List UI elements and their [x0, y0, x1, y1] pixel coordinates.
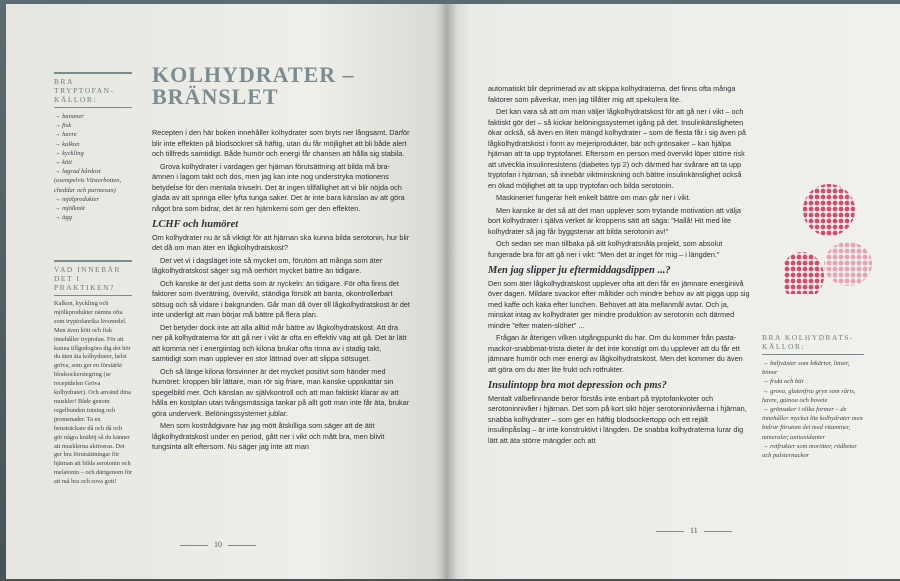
- paragraph: Om kolhydrater nu är så viktigt för att hjärnan ska kunna bilda serotonin, hur blir det då om man äter en lågkolhydratskost?: [152, 232, 410, 252]
- subheading-insulin: Insulintopp bra mot depression och pms?: [488, 380, 667, 391]
- sidebar-in-practice: [54, 260, 132, 487]
- left-body-text: [152, 128, 410, 455]
- heading-line-2: BRÄNSLET: [152, 84, 279, 109]
- paragraph: Och kanske är det just detta som är nyckeln: än tidigare. För ofta finns det faktorer som överätning, övervikt, ständiga försök att banta, okontrollerbart sötsug och så vidare i bakgrunden. Går man då över till lågkolhydratskost är det inte underligt att man börjar må bättre på flera plan.: [152, 278, 410, 319]
- sidebar-title: VAD INNEBÄR DET I PRAKTIKEN?: [54, 262, 132, 296]
- raspberry-icon: [784, 252, 824, 294]
- paragraph: Recepten i den här boken innehåller kolhydrater som bryts ner långsamt. Därför blir inte effekten på blodsockret så häftig, utan du får möjlighet att bli både alert och tillfreds samtidigt. Både humör och energi får chansen att hålla sig stabila.: [152, 128, 410, 158]
- paragraph: Det kan vara så att om man väljer lågkolhydratskost för att gå ner i vikt – och faktiskt gör det – så kickar belöningssystemet igång på det. Insulinkänsligheten ökar också, så även en liten mängd kolhydrater – som de flesta får i sig även på lågkolhydratskost i form av mejeriprodukter, bär och grönsaker – kan hjälpa hjärnan att ta upp tryptofanet. Eftersom en person med övervikt löper större risk att utveckla insulinresistens (diabetes typ 2) och därmed har svårare att ta upp tryptofan i hjärnan, så innebär viktminskning och bättre insulinkänslighet också en ökad möjlighet att ta upp tryptofan och bilda serotonin.: [488, 107, 746, 190]
- list-item: → grönsaker i olika former – de innehåller mycket lite kolhydrater men bidrar förutom det med vitaminer, mineraler, antioxidanter: [762, 405, 864, 442]
- page-number-right: 11: [650, 526, 738, 535]
- list-item: → rotfrukter som morötter, rödbetor och palsternackor: [762, 442, 864, 460]
- paragraph: Men kanske är det så att det man upplever som trytande motivation att välja bort kolhydrater i själva verket är kroppens sätt att säga: "Hallå! Hit med lite kolhydrater så jag får byggstenar att bilda serotonin av!": [488, 205, 741, 236]
- list-item: → kalkon: [54, 140, 132, 149]
- paragraph: Den som äter lågkolhydratskost upplever ofta att den får en jämnare energinivå över dagen. Mildare svackor efter måltider och mindre behov av att pigga upp sig med kaffe och kaka efter lunchen. Behovet att äta mellanmål avtar. Och ja, minskat intag av kolhydrater ger mindre produktion av serotonin och därmed mindre "efter maten-slöhet" ...: [488, 278, 750, 330]
- list-item: → bananer: [54, 112, 132, 121]
- page-number-left: 10: [174, 540, 262, 549]
- sidebar-tryptophan-sources: [54, 72, 132, 222]
- tryptophan-list: [54, 112, 132, 222]
- sidebar-title: BRA KOLHYDRATS-KÄLLOR:: [762, 330, 864, 355]
- list-item: → fisk: [54, 121, 132, 130]
- paragraph: Maskineriet fungerar helt enkelt bättre om man går ner i vikt.: [496, 193, 691, 202]
- list-item: → frukt och bär: [762, 377, 864, 386]
- left-page: [6, 4, 444, 579]
- right-body-text: [488, 84, 750, 448]
- paragraph: Och sedan ser man tillbaka på sitt kolhydratsnåla projekt, som absolut fungerade bra för att gå ner i vikt: "Men det är inget för mig – i längden.": [488, 239, 723, 259]
- list-item: → mjölknöt: [54, 204, 132, 213]
- paragraph: Det vet vi i dagsläget inte så mycket om, förutom att många som äter lågkolhydratskost säger sig må oerhört mycket bättre än tidigare.: [152, 255, 383, 275]
- list-item: → lagrad hårdost (exempelvis Västerbotten, cheddar och parmesan): [54, 167, 132, 195]
- subheading-lchf: LCHF och humöret: [152, 219, 239, 230]
- paragraph: Men som kostrådgivare har jag mött åtskilliga som säger att de ätit lågkolhydratskost under en period, gått ner i vikt och mått bra, men blivit tungsinta allt eftersom. Nu säger jag inte att man: [152, 421, 385, 451]
- raspberry-icon: [824, 242, 872, 286]
- paragraph: Mentalt välbefinnande beror förstås inte enbart på tryptofankvoter och serotoninnivåer i hjärnan. Det som på kort sikt höjer serotoninnivåerna i hjärnan, snabba kolhydrater – som ger en häftig blodsockertopp och ett rejält insulinpåslag – är inte konstruktivt i längden. De snabba kolhydraterna lurar dig lätt att äta större mängder och att: [488, 393, 747, 445]
- paragraph: Grova kolhydrater i vardagen ger hjärnan förutsättning att bilda må bra-ämnen i lagom takt och dos, men jag kan inte nog understryka motionens betydelse för den mentala trivseln. Det är ingen tillfällighet att vi blir nöjda och glada av att springa eller lyfta tunga saker. Det är inte bara känslan av att göra något bra som bidrar, det är ren hjärnkemi som ger den effekten.: [152, 161, 405, 213]
- sidebar-carb-sources: [762, 330, 864, 460]
- paragraph: Det betyder dock inte att alla alltid mår bättre av lågkolhydratskost. Att dra ner på kolhydraterna för att gå ner i vikt är ofta en effektiv väg att gå. Det är lätt att komma ner i energiintag och kilona brukar ofta rinna av i stadig takt, samtidigt som man upplever en stor lättnad över att slippa sötsuget.: [152, 322, 407, 363]
- list-item: → havre: [54, 130, 132, 139]
- list-item: → grova, glutenfria gryn som råris, havre, quinoa och bovete: [762, 387, 864, 405]
- list-item: → ägg: [54, 213, 132, 222]
- sidebar-text: Kalkon, kyckling och mjölkprodukter nämns ofta som tryptofanrika livsmedel. Men även kött och fisk innehåller tryptofan. För att kunna tillgodogöra dig det bör du äten äta kolhydrater, helst gröva, som ger en förstärkt blodsockerstegring (se receptdelen Gröva kolhydrater). Och använd dina muskler! Både genom regelbunden träning och promenader. Ta en bensträckare då och då och gör några knäböj så du känner att musklerna aktiveras. Det ger bra förutsättningar för hjärnan att bilda serotonin och melatonin – och därigenom för att må bra och sova gott!: [54, 300, 132, 486]
- heading-line-1: KOLHYDRATER –: [152, 62, 355, 87]
- list-item: → kyckling: [54, 149, 132, 158]
- right-page: [444, 4, 900, 579]
- list-item: → baljväxter som kikärtor, linser, bönor: [762, 359, 864, 377]
- book-gutter: [436, 4, 458, 579]
- page-heading: [152, 64, 355, 108]
- list-item: → kött: [54, 158, 132, 167]
- paragraph: Frågan är återigen vilken utgångspunkt du har. Om du kommer från pasta-mackor-snabbmat-trista dieter är det inte konstigt om du upplever att du får ett jämnare humör och mer energi av lågkolhydratskost. Men det kommer du även att göra om du äter lite frukt och rotfrukter.: [488, 333, 743, 374]
- carb-source-list: [762, 359, 864, 460]
- raspberry-illustration: [784, 182, 874, 294]
- paragraph: automatiskt blir deprimerad av att skippa kolhydraterna, det finns ofta många faktorer som påverkar, men jag tillåter mig att spekulera lite.: [488, 84, 736, 104]
- paragraph: Och så länge kilona försvinner är det mycket positivt som händer med humöret: kroppen blir lättare, man rör sig friare, man kanske uppskattar sin spegelbild mer. Och känslan av självkontroll och att man faktiskt klarar av att hålla en kostplan utan tvångsmässiga tankar på allt gott man inte får äta, brukar göra underverk. Belöningssystemet jublar.: [152, 366, 410, 418]
- sidebar-title: BRA TRYPTOFAN-KÄLLOR:: [54, 74, 132, 108]
- list-item: → mjölprodukter: [54, 195, 132, 204]
- open-book: [6, 4, 900, 579]
- subheading-afternoon-dip: Men jag slipper ju eftermiddagsdippen ...?: [488, 265, 671, 276]
- raspberry-icon: [803, 184, 855, 236]
